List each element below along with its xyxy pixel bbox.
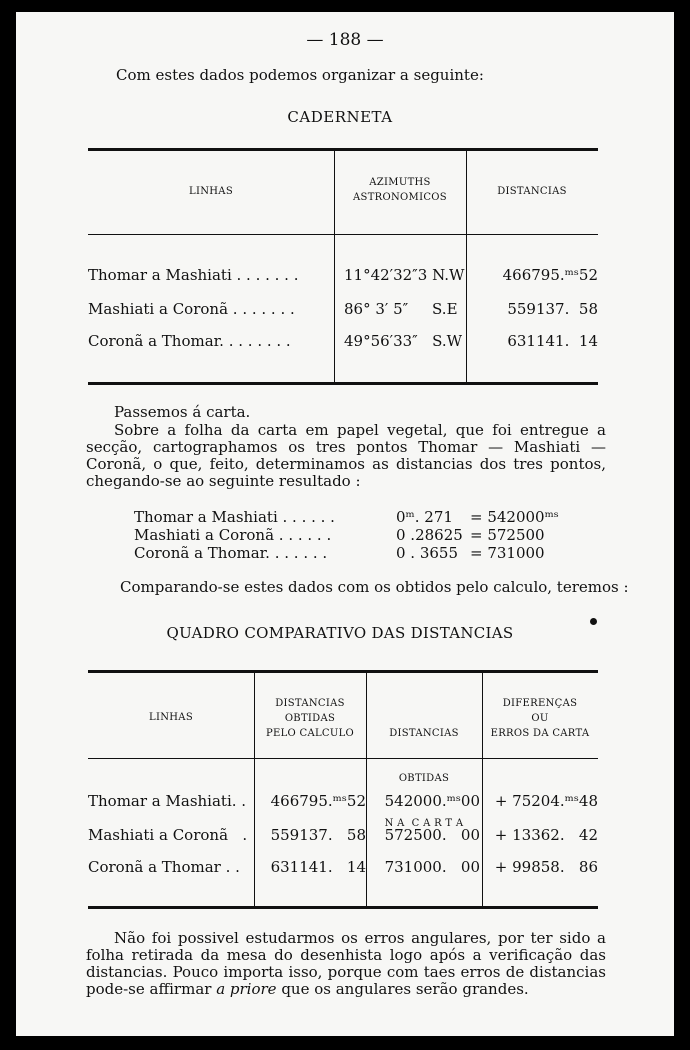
paragraph-final-tail: que os angulares serão grandes.	[276, 980, 529, 998]
result-linha: Mashiati a Coronã . . . . . .	[134, 526, 332, 544]
header-linhas: LINHAS	[149, 712, 193, 723]
header-calculo-line2: OBTIDAS	[284, 713, 336, 724]
header-diferencas-line2: OU	[531, 713, 549, 724]
table-row-diferenca: + 13362. 42	[494, 826, 598, 844]
table-row-linha: Coronã a Thomar. . . . . . . .	[88, 332, 291, 350]
paragraph-sobre	[86, 422, 606, 490]
intro-text: Com estes dados podemos organizar a seguinte:	[116, 66, 484, 84]
paragraph-final-text: Não foi possivel estudarmos os erros angulares, por ter sido a folha retirada da mesa do desenhista logo após a verificação das distancias. Pouco importa isso, porque com taes erros de distancias pode-se affirmar	[86, 929, 606, 998]
compare-text: Comparando-se estes dados com os obtidos pelo calculo, teremos :	[120, 578, 629, 596]
table-row-azimuth: 49°56′33″ S.W	[344, 332, 463, 350]
header-distancias: DISTANCIAS	[497, 186, 567, 197]
paragraph-sobre-text: Sobre a folha da carta em papel vegetal, que foi entregue a secção, cartographamos os tres pontos Thomar — Mashiati — Coronã, o que, feito, determinamos as distancias dos tres pontos, chegando-se ao seguinte resultado :	[86, 421, 606, 490]
header-carta-line2: OBTIDAS	[398, 773, 450, 784]
header-calculo	[254, 696, 366, 741]
paragraph-final-italic: a priore	[216, 980, 277, 998]
table-row-distancia: 466795.ᵐˢ52	[502, 266, 598, 284]
table-row-carta: 731000. 00	[384, 858, 480, 876]
table-row-linha: Thomar a Mashiati . . . . . . .	[88, 266, 299, 284]
result-igual: = 572500	[470, 526, 545, 544]
document-page	[16, 12, 674, 1036]
header-carta-line1: DISTANCIAS	[389, 728, 459, 739]
table-bottom-rule	[88, 906, 598, 909]
result-linha: Coronã a Thomar. . . . . . .	[134, 544, 328, 562]
table-row-linha: Thomar a Mashiati. .	[88, 792, 247, 810]
table-row-azimuth: 11°42′32″3 N.W	[344, 266, 465, 284]
header-calculo-line3: PELO CALCULO	[265, 728, 355, 739]
table-row-carta: 572500. 00	[384, 826, 480, 844]
result-linha: Thomar a Mashiati . . . . . .	[134, 508, 335, 526]
header-carta-line3: N A C A R T A	[384, 818, 464, 829]
caderneta-title: CADERNETA	[287, 108, 393, 126]
table-row-linha: Mashiati a Coronã . . . . . . .	[88, 300, 295, 318]
table-bottom-rule	[88, 382, 598, 385]
table-row-calculo: 559137. 58	[270, 826, 366, 844]
table-row-diferenca: + 99858. 86	[494, 858, 598, 876]
table-row-linha: Coronã a Thomar . .	[88, 858, 240, 876]
result-medida: 0ᵐ. 271	[396, 508, 453, 526]
paragraph-final	[86, 930, 606, 998]
header-diferencas	[482, 696, 598, 741]
table-row-carta: 542000.ᵐˢ00	[384, 792, 480, 810]
table-header-rule	[88, 234, 598, 235]
table-top-rule	[88, 670, 598, 673]
quadro-title: QUADRO COMPARATIVO DAS DISTANCIAS	[166, 624, 514, 642]
table-row-linha: Mashiati a Coronã .	[88, 826, 248, 844]
header-azimuths-line1: AZIMUTHS	[369, 177, 431, 188]
table-row-distancia: 631141. 14	[507, 332, 598, 350]
paragraph-passemos	[86, 404, 606, 421]
table-row-diferenca: + 75204.ᵐˢ48	[494, 792, 598, 810]
table-header-rule	[88, 758, 598, 759]
header-linhas: LINHAS	[189, 186, 233, 197]
header-calculo-line1: DISTANCIAS	[275, 698, 345, 709]
header-azimuths	[334, 175, 466, 205]
table-top-rule	[88, 148, 598, 151]
result-medida: 0 .28625	[396, 526, 463, 544]
header-diferencas-line1: DIFERENÇAS	[502, 698, 578, 709]
result-medida: 0 . 3655	[396, 544, 459, 562]
page-number: — 188 —	[306, 30, 384, 50]
header-diferencas-line3: ERROS DA CARTA	[490, 728, 590, 739]
header-azimuths-line2: ASTRONOMICOS	[353, 192, 447, 203]
result-igual: = 731000	[470, 544, 545, 562]
result-igual: = 542000ᵐˢ	[470, 508, 559, 526]
table-row-azimuth: 86° 3′ 5″ S.E	[344, 300, 458, 318]
table-row-calculo: 631141. 14	[270, 858, 366, 876]
table-row-distancia: 559137. 58	[507, 300, 598, 318]
paragraph-passemos-text: Passemos á carta.	[114, 403, 251, 421]
table-row-calculo: 466795.ᵐˢ52	[270, 792, 366, 810]
